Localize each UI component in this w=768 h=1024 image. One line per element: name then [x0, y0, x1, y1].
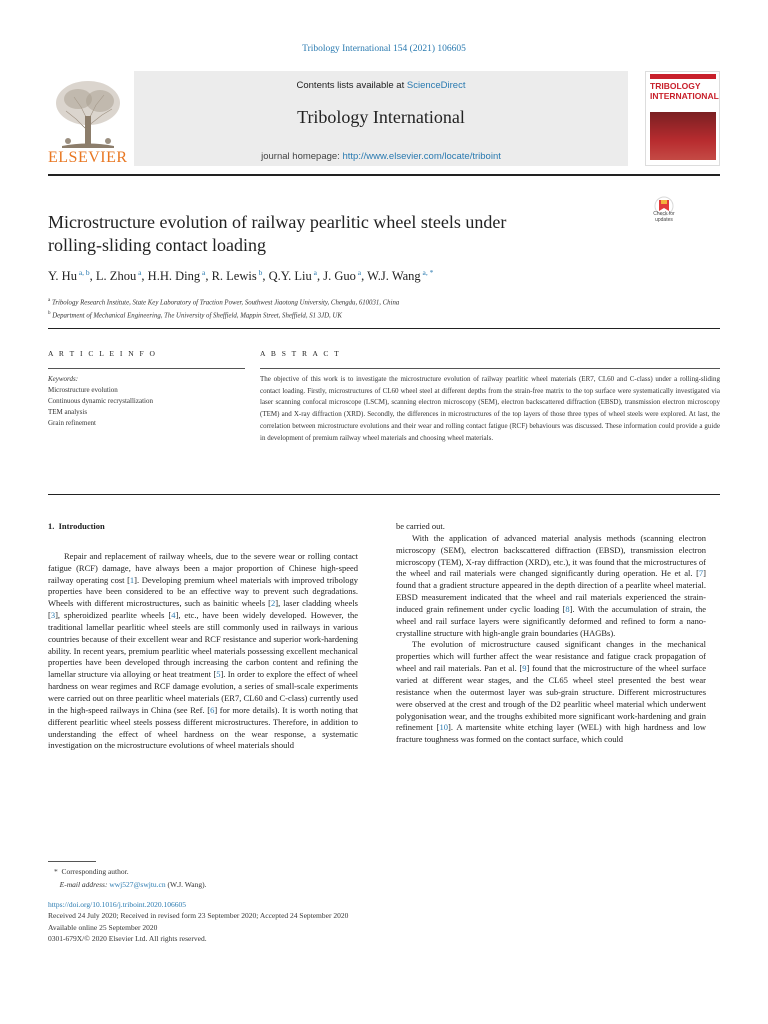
author-affiliation-mark[interactable]: a, b [76, 268, 90, 277]
corresponding-author-footnote: * Corresponding author. E-mail address: wwj527@swjtu.cn (W.J. Wang). [54, 867, 207, 889]
article-title: Microstructure evolution of railway pearlitic wheel steels under rolling-sliding contact loading [48, 212, 507, 255]
author-name[interactable]: H.H. Ding [147, 269, 201, 284]
article-info-rule [48, 368, 245, 369]
body-column-left [48, 521, 358, 752]
author-affiliation-mark[interactable]: a, * [420, 268, 434, 277]
available-online: Available online 25 September 2020 [48, 922, 158, 932]
author-affiliation-mark[interactable]: a [355, 268, 362, 277]
publication-info [48, 899, 720, 944]
keywords-label: Keywords: [48, 375, 79, 383]
doi-link[interactable]: https://doi.org/10.1016/j.triboint.2020.106605 [48, 900, 186, 909]
header-rule [48, 174, 720, 176]
reference-link[interactable]: 1 [129, 574, 135, 585]
keyword-item: TEM analysis [48, 408, 88, 416]
cover-title: TRIBOLOGY INTERNATIONAL [650, 81, 719, 101]
footnote-rule [48, 861, 96, 862]
reference-link[interactable]: 4 [171, 610, 176, 621]
reference-link[interactable]: 8 [565, 603, 570, 614]
article-info-heading: A R T I C L E I N F O [48, 349, 157, 358]
reference-link[interactable]: 2 [270, 598, 276, 609]
reference-link[interactable]: 10 [439, 722, 449, 733]
reference-link[interactable]: 7 [698, 568, 704, 579]
paragraph: The evolution of microstructure caused significant changes in the mechanical properties which will further affect the wear resistance and fatigue crack propagation of wheel and rail materials. Pan et al. [9] found that the microstructure of the wheel surface varied at different wear stages, and the CL65 wheel steel presented the best wear resistance when the outermost layer was sub-grain structure. Different microstructures were observed at the crest and trough of the D2 pearlitic wheel material which underwent polygonisation wear, and the troughs exhibited more significant work-hardening and grain refinement [10]. A martensite white etching layer (WEL) with high hardness and low fracture toughness was formed on the contact surface, which could [396, 639, 707, 745]
journal-cover-thumbnail[interactable] [645, 71, 720, 166]
abstract-bottom-rule [48, 494, 720, 495]
copyright: 0301-679X/© 2020 Elsevier Ltd. All rights reserved. [48, 933, 207, 943]
reference-link[interactable]: 5 [216, 669, 221, 680]
author-name[interactable]: R. Lewis [211, 269, 257, 284]
check-for-updates-label[interactable]: Check for updates [653, 211, 675, 223]
paragraph-continuation: be carried out. [396, 521, 445, 531]
abstract-heading: A B S T R A C T [260, 349, 341, 358]
homepage-line: journal homepage: http://www.elsevier.com/locate/triboint [261, 151, 501, 162]
author-name[interactable]: W.J. Wang [367, 269, 421, 284]
email-link[interactable]: wwj527@swjtu.cn [109, 880, 166, 889]
author-affiliation-mark[interactable]: a [136, 268, 142, 277]
reference-link[interactable]: 3 [50, 610, 56, 621]
author-name[interactable]: J. Guo [323, 269, 356, 284]
paragraph: Repair and replacement of railway wheels, due to the severe wear or rolling contact fatigue (RCF) damage, have always been a major proportion of Chinese high-speed railway operating cost [1]. Developing premium wheel materials with improved tribology properties have been considered to be an effective way to prevent such degradations. Wheels with different microstructures, such as bainitic wheels [2], laser cladding wheels [3], spheroidized pearlite wheels [4], etc., have been widely developed. However, the traditional lamellar pearlitic wheel steels are still commonly used in railways in various countries because of their excellent wear and RCF resistance and superior work-hardening ability. In recent years, premium pearlitic wheel materials possessing excellent mechanical properties have been developed through increasing the carbon content and refining the lamellar structure via alloying or heat treatment [5]. In order to explore the effect of wheel hardness on wear regimes and RCF damage evolution, a series of small-scale experiments were carried out on three pearlitic wheel materials (ER7, CL60 and C-class) currently used in the high-speed railways in China (see Ref. [6] for more details). It is worth noting that different pearlitic wheel steels possess different microstructures. Therefore, in addition to understanding the effect of wheel hardness on the wear response, a systematic investigation on the microstructure evolutions of wheel materials should [48, 550, 358, 751]
journal-info-box [134, 71, 628, 166]
cover-top-bar [650, 74, 716, 79]
received-dates: Received 24 July 2020; Received in revised form 23 September 2020; Accepted 24 September 2020 [48, 911, 349, 921]
abstract-rule [260, 368, 720, 369]
keyword-item: Microstructure evolution [48, 386, 118, 394]
author-name[interactable]: Q.Y. Liu [268, 269, 312, 284]
body-column-right [396, 521, 706, 746]
author-name[interactable]: Y. Hu [48, 269, 77, 284]
reference-link[interactable]: 6 [210, 704, 215, 715]
author-name[interactable]: L. Zhou [95, 269, 137, 284]
affiliation-b: $^b$ Department of Mechanical Engineering, The University of Sheffield, Mappin Street, Sheffield, S1 3JD, UK [48, 310, 342, 320]
contents-line: Contents lists available at ScienceDirect [296, 80, 466, 91]
author-list: Y. Hu $^{a, b}$, L. Zhou $^a$, H.H. Ding $^a$, R. Lewis $^b$, Q.Y. Liu $^a$, J. Guo $^a$, W.J. Wang $^{a, *}$ [48, 268, 434, 284]
keyword-item: Continuous dynamic recrystallization [48, 397, 153, 405]
affiliation-a: $^a$ Tribology Research Institute, State Key Laboratory of Traction Power, Southwest Jiaotong University, Chengdu, 610031, China [48, 298, 400, 307]
publisher-wordmark: ELSEVIER [48, 149, 128, 166]
journal-masthead [48, 71, 720, 168]
cover-image [650, 112, 716, 160]
sciencedirect-link[interactable]: ScienceDirect [406, 80, 466, 91]
abstract-text: The objective of this work is to investigate the microstructure evolution of railway pearlitic wheel materials (ER7, CL60 and C-class) under a rolling-sliding contact loading. Firstly, microstructures of CL60 wheel steel at different depths from the strain-free matrix to the top surface were systematically investigated via laser scanning confocal microscope (LSCM), scanning electron microscopy (SEM), electron backscattered diffraction (EBSD), transmission electron microscopy (TEM) and X-ray diffraction (XRD). Secondly, the differences in microstructures of the top layers of those three types of wheel steels were explored. At last, the correlation between microstructure evolutions and their wear and rolling contact fatigue (RCF) behaviours was discussed. These information could provide a guide in development of premium railway wheel materials and choosing wheel materials. [260, 375, 720, 442]
homepage-link[interactable]: http://www.elsevier.com/locate/triboint [342, 151, 501, 162]
section-heading: 1. Introduction [48, 521, 105, 531]
author-affiliation-mark[interactable]: a [200, 268, 206, 277]
keywords-block [48, 374, 245, 429]
reference-link[interactable]: 9 [522, 663, 527, 674]
author-affiliation-mark[interactable]: b [256, 268, 263, 277]
affiliations [48, 296, 720, 322]
author-affiliation-mark[interactable]: a [311, 268, 317, 277]
keyword-item: Grain refinement [48, 419, 97, 427]
title-rule [48, 328, 720, 329]
journal-title: Tribology International [297, 107, 465, 127]
journal-citation-link[interactable]: Tribology International 154 (2021) 106605 [302, 44, 466, 54]
paragraph: With the application of advanced material analysis methods (scanning electron microscopy (SEM), electron backscattered diffraction (EBSD), transmission electron microscopy (TEM), X-ray diffraction (XRD), etc.), it was found that the microstructures of the wheel and rail materials were changed significantly during operation. He et al. [7] found that a gradient structure appeared in the depth direction of a pearlite wheel material. EBSD measurement indicated that the wheel and rail materials experienced the strain-induced grain refinement under cyclic loading [8]. With the accumulation of strain, the wheel and rail surface layers were significantly deformed and refined to form a nano-crystalline structure with high-angle grain boundaries (HAGBs). [396, 532, 707, 638]
